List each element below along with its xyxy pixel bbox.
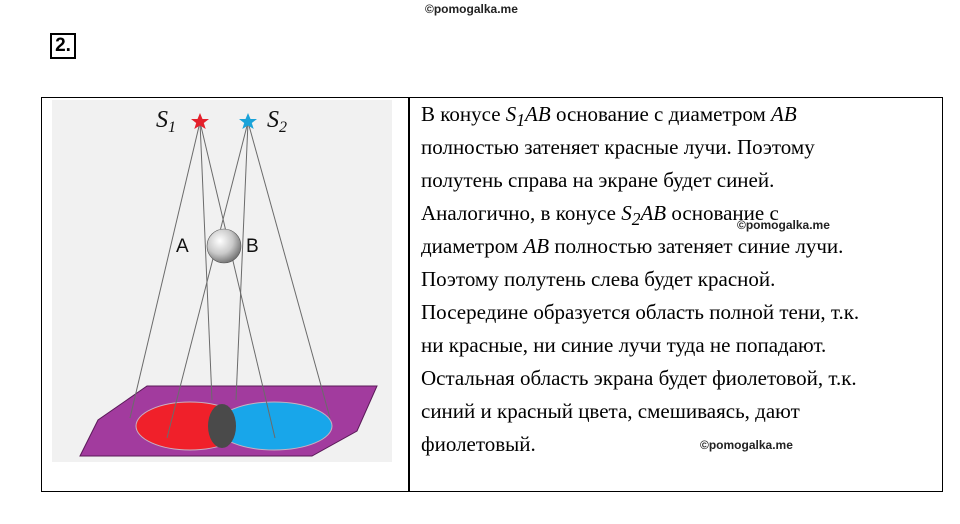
ball bbox=[207, 229, 241, 263]
text-line-7: Посередине образуется область полной тени, т.к. bbox=[421, 300, 860, 324]
shadow-diagram bbox=[52, 100, 392, 462]
watermark-middle: ©pomogalka.me bbox=[737, 218, 830, 232]
table-divider bbox=[408, 97, 410, 492]
text-line-4: Аналогично, в конусе $S_2AB$ основание с bbox=[421, 201, 779, 230]
task-number: 2. bbox=[50, 33, 76, 59]
text-line-2: полностью затеняет красные лучи. Поэтому bbox=[421, 135, 815, 159]
label-b: B bbox=[246, 236, 259, 257]
text-line-10: синий и красный цвета, смешиваясь, дают bbox=[421, 399, 800, 423]
text-line-8: ни красные, ни синие лучи туда не попадают. bbox=[421, 333, 827, 357]
label-a: A bbox=[176, 236, 189, 257]
text-line-1: В конусе $S_1AB$ основание с диаметром AB bbox=[421, 102, 797, 131]
text-line-6: Поэтому полутень слева будет красной. bbox=[421, 267, 776, 291]
explanation-text bbox=[421, 98, 936, 461]
text-line-9: Остальная область экрана будет фиолетовой, т.к. bbox=[421, 366, 857, 390]
watermark-bottom: ©pomogalka.me bbox=[700, 438, 793, 452]
label-s2: $S_2$ bbox=[267, 107, 287, 136]
watermark-top: ©pomogalka.me bbox=[425, 2, 518, 16]
text-line-11: фиолетовый. bbox=[421, 432, 536, 456]
text-line-5: диаметром AB полностью затеняет синие лучи. bbox=[421, 234, 844, 258]
full-shadow bbox=[208, 404, 236, 448]
text-line-3: полутень справа на экране будет синей. bbox=[421, 168, 775, 192]
label-s1: $S_1$ bbox=[156, 107, 176, 136]
